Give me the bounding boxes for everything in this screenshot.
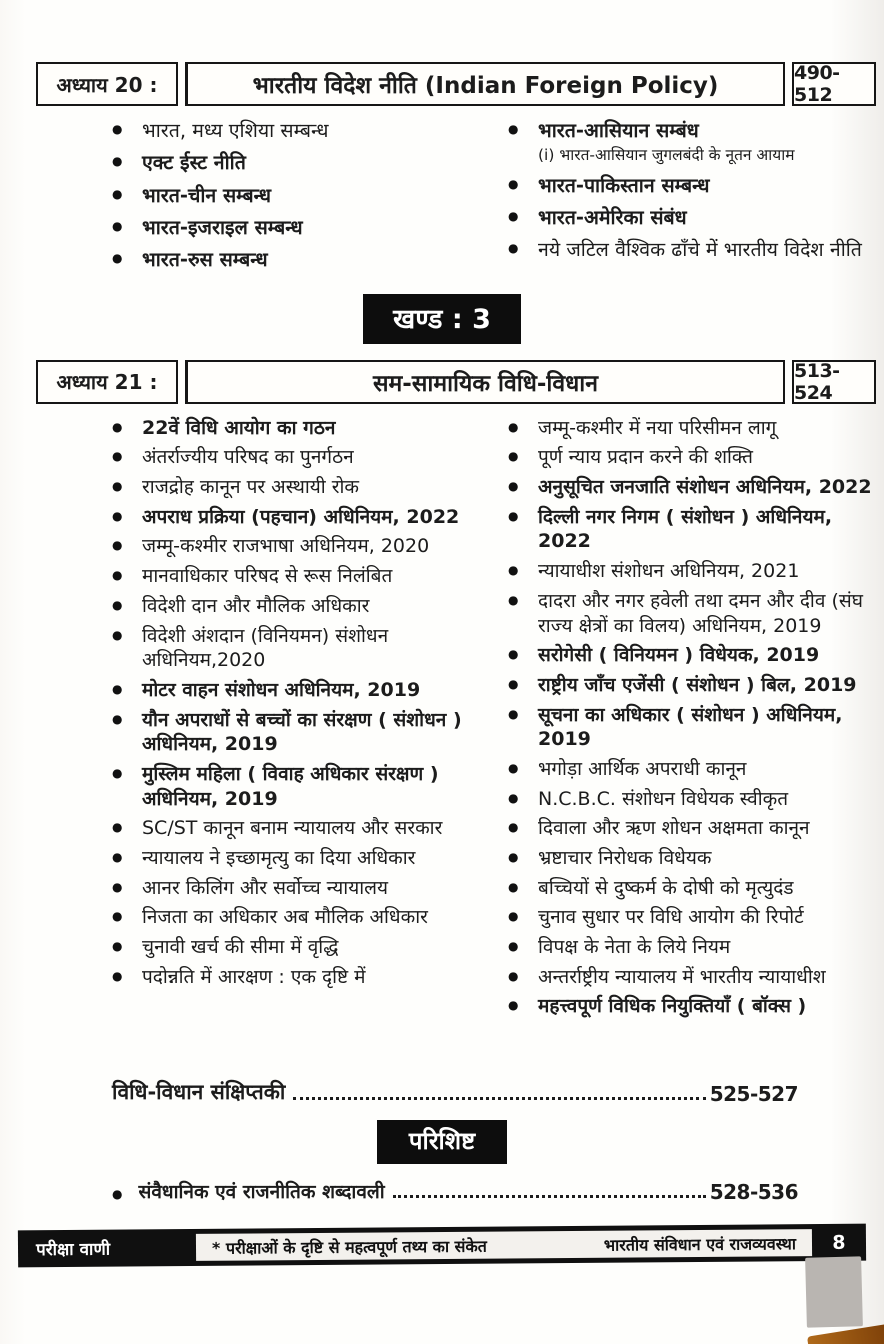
- chapter-21-label: अध्याय 21 :: [36, 360, 178, 404]
- toc-item-label: भारत-चीन सम्बन्ध: [142, 183, 272, 207]
- summary-row: [112, 1078, 798, 1106]
- chapter-20-left-column: [112, 118, 484, 280]
- toc-list-item: [112, 564, 484, 589]
- toc-list-item: [112, 846, 484, 871]
- toc-item-label: भारत-पाकिस्तान सम्बन्ध: [538, 173, 710, 197]
- toc-list-item: [508, 445, 872, 470]
- toc-list-item: [508, 118, 872, 166]
- bullet-icon: ●: [112, 219, 123, 234]
- toc-list-item: [508, 846, 872, 871]
- bullet-icon: ●: [508, 209, 519, 224]
- toc-item-label: भारत-रुस सम्बन्ध: [142, 248, 268, 272]
- toc-item-label: राजद्रोह कानून पर अस्थायी रोक: [142, 476, 360, 499]
- toc-subitem-label: (i) भारत-आसियान जुगलबंदी के नूतन आयाम: [538, 146, 795, 165]
- toc-item-label: सूचना का अधिकार ( संशोधन ) अधिनियम, 2019: [538, 703, 843, 751]
- chapter-21-left-column: [112, 416, 484, 1024]
- bullet-icon: ●: [508, 647, 519, 662]
- toc-item-label: मानवाधिकार परिषद से रूस निलंबित: [142, 565, 393, 588]
- bullet-icon: ●: [112, 939, 123, 954]
- bullet-icon: ●: [112, 968, 123, 983]
- bullet-icon: ●: [112, 186, 123, 201]
- chapter-20-topics: [112, 118, 872, 280]
- toc-list-item: [112, 534, 484, 559]
- chapter-20-right-column: [508, 118, 872, 280]
- toc-list-item: [112, 183, 484, 208]
- toc-list-item: [112, 965, 484, 990]
- bullet-icon: ●: [508, 909, 519, 924]
- toc-list-item: [508, 703, 872, 752]
- toc-list-item: [508, 673, 872, 698]
- toc-item-label: निजता का अधिकार अब मौलिक अधिकार: [142, 906, 428, 929]
- chapter-21-page-range: 513-524: [792, 360, 876, 404]
- chapter-21-topics: [112, 416, 872, 1024]
- bullet-icon: ●: [112, 568, 123, 583]
- toc-item-label: आनर किलिंग और सर्वोच्च न्यायालय: [142, 876, 389, 899]
- toc-list-item: [112, 594, 484, 619]
- toc-list-item: [112, 678, 484, 703]
- toc-item-label: पदोन्नति में आरक्षण : एक दृष्टि में: [142, 965, 366, 988]
- toc-item-label: यौन अपराधों से बच्चों का संरक्षण ( संशोधन ) अधिनियम, 2019: [142, 708, 462, 756]
- toc-item-label: राष्ट्रीय जाँच एजेंसी ( संशोधन ) बिल, 2019: [538, 673, 857, 696]
- appendix-page-range: 528-536: [709, 1180, 798, 1205]
- bullet-icon: ●: [112, 627, 123, 642]
- bullet-icon: ●: [508, 176, 519, 191]
- toc-item-label: सरोगेसी ( विनियमन ) विधेयक, 2019: [538, 644, 820, 667]
- toc-item-label: भारत-अमेरिका संबंध: [538, 206, 687, 230]
- toc-item-label: एक्ट ईस्ट नीति: [142, 151, 246, 175]
- toc-item-label: मोटर वाहन संशोधन अधिनियम, 2019: [142, 678, 421, 701]
- bullet-icon: ●: [112, 681, 123, 696]
- toc-list-item: [508, 416, 872, 441]
- bullet-icon: ●: [508, 479, 519, 494]
- toc-list-item: [508, 905, 872, 930]
- bullet-icon: ●: [112, 419, 123, 434]
- toc-item-label: चुनावी खर्च की सीमा में वृद्धि: [142, 936, 339, 959]
- bullet-icon: ●: [112, 879, 123, 894]
- toc-item-label: SC/ST कानून बनाम न्यायालय और सरकार: [142, 817, 443, 840]
- bullet-icon: ●: [508, 706, 519, 721]
- toc-list-item: [112, 624, 484, 673]
- toc-list-item: [112, 475, 484, 500]
- toc-list-item: [112, 935, 484, 960]
- toc-item-label: दिल्ली नगर निगम ( संशोधन ) अधिनियम, 2022: [538, 505, 833, 553]
- footer-publisher: परीक्षा वाणी: [35, 1239, 111, 1261]
- toc-item-label: अंतर्राज्यीय परिषद का पुनर्गठन: [142, 446, 354, 469]
- toc-list-item: [508, 475, 872, 500]
- toc-list-item: [112, 150, 484, 175]
- toc-item-label: भारत-इजराइल सम्बन्ध: [142, 216, 303, 240]
- section-divider-band: खण्ड : 3: [363, 294, 521, 344]
- toc-item-label: अपराध प्रक्रिया (पहचान) अधिनियम, 2022: [142, 505, 460, 528]
- toc-item-label: बच्चियों से दुष्कर्म के दोषी को मृत्युदंड: [538, 876, 794, 899]
- bullet-icon: ●: [112, 508, 123, 523]
- toc-item-label: भारत-आसियान सम्बंध: [538, 119, 699, 142]
- toc-item-label: दादरा और नगर हवेली तथा दमन और दीव (संघ राज्य क्षेत्रों का विलय) अधिनियम, 2019: [538, 589, 863, 637]
- toc-list-item: [508, 757, 872, 782]
- toc-list-item: [112, 708, 484, 757]
- toc-list-item: [508, 205, 872, 230]
- toc-list-item: [112, 416, 484, 441]
- chapter-20-page-range: 490-512: [792, 62, 876, 106]
- toc-list-item: [508, 173, 872, 198]
- toc-list-item: [112, 762, 484, 811]
- toc-item-label: भ्रष्टाचार निरोधक विधेयक: [538, 847, 712, 870]
- appendix-row: [112, 1178, 798, 1204]
- footer-page-number: 8: [832, 1231, 846, 1254]
- bullet-icon: ●: [112, 850, 123, 865]
- bullet-icon: ●: [112, 538, 123, 553]
- footer-note: * परीक्षाओं के दृष्टि से महत्वपूर्ण तथ्य का संकेत: [211, 1236, 487, 1258]
- toc-list-item: [508, 559, 872, 584]
- toc-list-item: [508, 505, 872, 554]
- dot-leader: [293, 1097, 705, 1100]
- toc-list-item: [112, 445, 484, 470]
- scan-gray-tab: [805, 1256, 863, 1327]
- bullet-icon: ●: [508, 820, 519, 835]
- toc-list-item: [508, 876, 872, 901]
- chapter-20-title: भारतीय विदेश नीति (Indian Foreign Policy): [185, 62, 785, 106]
- bullet-icon: ●: [508, 879, 519, 894]
- bullet-icon: ●: [508, 419, 519, 434]
- bullet-icon: ●: [112, 711, 123, 726]
- bullet-icon: ●: [508, 790, 519, 805]
- chapter-21-header: [36, 360, 876, 404]
- toc-item-label: 22वें विधि आयोग का गठन: [142, 416, 336, 439]
- chapter-21-right-column: [508, 416, 872, 1024]
- toc-list-item: [508, 935, 872, 960]
- bullet-icon: ●: [508, 939, 519, 954]
- toc-list-item: [508, 643, 872, 668]
- toc-item-label: न्यायालय ने इच्छामृत्यु का दिया अधिकार: [142, 847, 416, 870]
- toc-item-label: जम्मू-कश्मीर में नया परिसीमन लागू: [538, 416, 777, 439]
- bullet-icon: ●: [508, 449, 519, 464]
- bullet-icon: ●: [112, 909, 123, 924]
- toc-list-item: [508, 965, 872, 990]
- toc-item-label: भगोड़ा आर्थिक अपराधी कानून: [538, 757, 747, 780]
- toc-list-item: [508, 994, 872, 1019]
- toc-list-item: [508, 816, 872, 841]
- toc-item-label: अन्तर्राष्ट्रीय न्यायालय में भारतीय न्यायाधीश: [538, 965, 826, 988]
- bullet-icon: ●: [508, 760, 519, 775]
- footer-series-title: भारतीय संविधान एवं राजव्यवस्था: [603, 1233, 797, 1255]
- chapter-20-label: अध्याय 20 :: [36, 62, 178, 106]
- toc-item-label: मुस्लिम महिला ( विवाह अधिकार संरक्षण ) अधिनियम, 2019: [142, 762, 439, 810]
- bullet-icon: ●: [112, 154, 123, 169]
- bullet-icon: ●: [508, 592, 519, 607]
- toc-item-label: विदेशी दान और मौलिक अधिकार: [142, 594, 370, 617]
- toc-item-label: पूर्ण न्याय प्रदान करने की शक्ति: [538, 446, 753, 469]
- toc-item-label: जम्मू-कश्मीर राजभाषा अधिनियम, 2020: [142, 535, 430, 558]
- bullet-icon: ●: [112, 122, 123, 136]
- footer-bar: [18, 1224, 866, 1268]
- bullet-icon: ●: [112, 765, 123, 780]
- toc-list-item: [112, 215, 484, 240]
- toc-list-item: [112, 247, 484, 272]
- bullet-icon: ●: [112, 479, 123, 494]
- bullet-icon: ●: [508, 563, 519, 578]
- toc-item-label: चुनाव सुधार पर विधि आयोग की रिपोर्ट: [538, 906, 804, 929]
- bullet-icon: ●: [508, 508, 519, 523]
- toc-list-item: [112, 505, 484, 530]
- summary-page-range: 525-527: [709, 1082, 798, 1107]
- toc-list-item: [112, 905, 484, 930]
- toc-item-label: विपक्ष के नेता के लिये नियम: [538, 936, 731, 959]
- toc-item-label: N.C.B.C. संशोधन विधेयक स्वीकृत: [538, 787, 789, 810]
- toc-item-label: नये जटिल वैश्विक ढाँचे में भारतीय विदेश नीति: [538, 238, 862, 262]
- toc-list-item: [112, 876, 484, 901]
- bullet-icon: ●: [112, 449, 123, 464]
- toc-item-label: दिवाला और ऋण शोधन अक्षमता कानून: [538, 817, 810, 840]
- bullet-icon: ●: [508, 676, 519, 691]
- toc-list-item: [508, 589, 872, 638]
- toc-list-item: [508, 237, 872, 262]
- bullet-icon: ●: [112, 597, 123, 612]
- toc-list-item: [112, 118, 484, 143]
- appendix-item-label: संवैधानिक एवं राजनीतिक शब्दावली: [138, 1181, 385, 1204]
- toc-list-item: [112, 816, 484, 841]
- chapter-21-title: सम-सामायिक विधि-विधान: [185, 360, 785, 404]
- dot-leader: [393, 1195, 706, 1198]
- bullet-icon: ●: [112, 251, 123, 266]
- toc-item-label: भारत, मध्य एशिया सम्बन्ध: [142, 119, 329, 142]
- chapter-20-header: [36, 62, 876, 106]
- appendix-band: परिशिष्ट: [377, 1120, 507, 1164]
- toc-item-label: महत्त्वपूर्ण विधिक नियुक्तियाँ ( बॉक्स ): [538, 995, 807, 1018]
- toc-list-item: [508, 787, 872, 812]
- bullet-icon: ●: [112, 820, 123, 835]
- bullet-icon: ●: [508, 998, 519, 1013]
- toc-item-label: विदेशी अंशदान (विनियमन) संशोधन अधिनियम,2020: [142, 624, 389, 672]
- bullet-icon: ●: [508, 122, 519, 136]
- bullet-icon: ●: [508, 968, 519, 983]
- bullet-icon: ●: [112, 1186, 123, 1201]
- summary-label: विधि-विधान संक्षिप्तकी: [112, 1080, 286, 1105]
- bullet-icon: ●: [508, 850, 519, 865]
- footer-inner-strip: [196, 1229, 812, 1261]
- toc-item-label: न्यायाधीश संशोधन अधिनियम, 2021: [538, 560, 800, 583]
- toc-item-label: अनुसूचित जनजाति संशोधन अधिनियम, 2022: [538, 476, 872, 499]
- bullet-icon: ●: [508, 241, 519, 256]
